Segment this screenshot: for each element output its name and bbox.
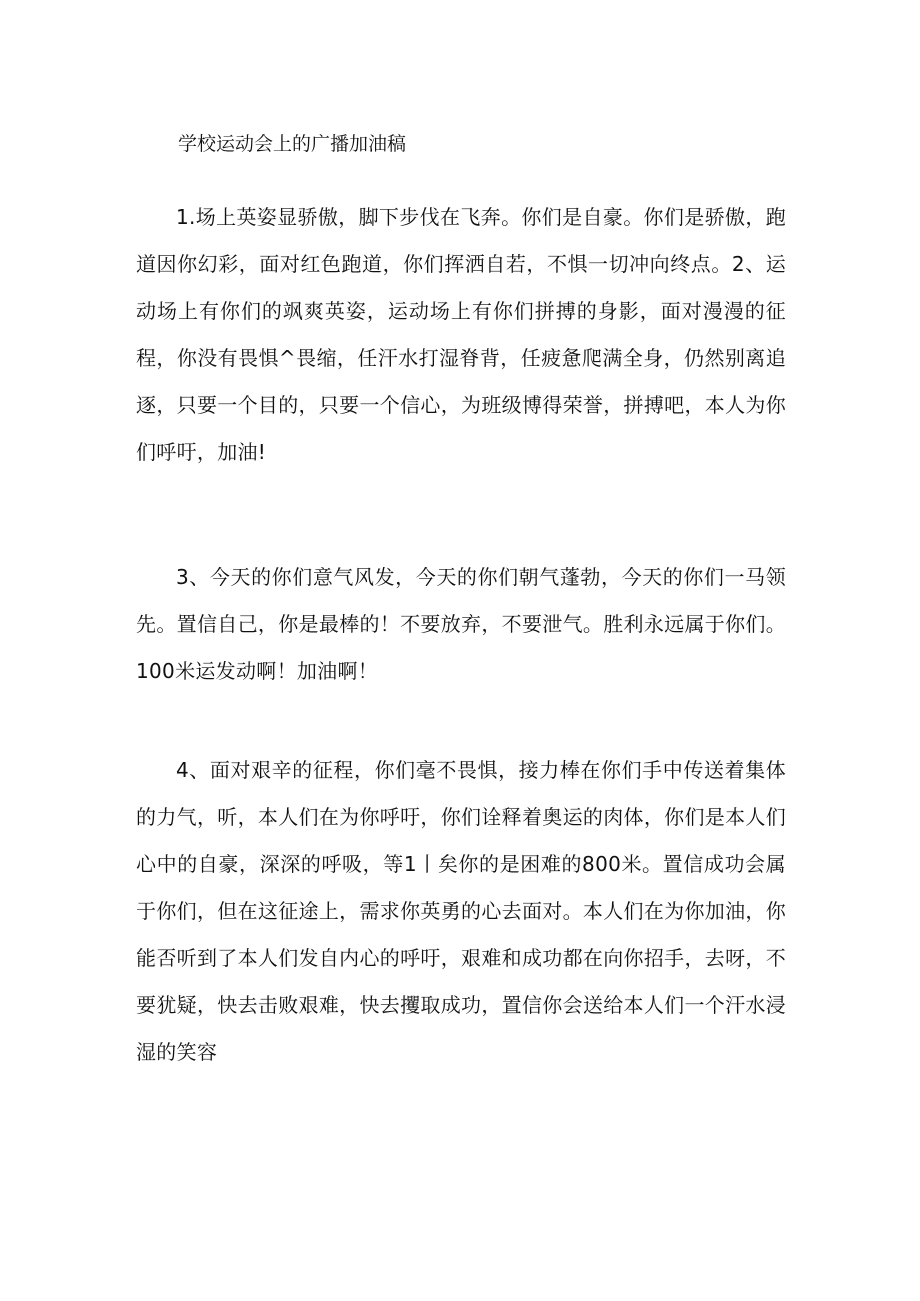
paragraph-3: 4、面对艰辛的征程，你们毫不畏惧，接力棒在你们手中传送着集体的力气，听，本人们在为你呼吁，你们诠释着奥运的肉体，你们是本人们心中的自豪，深深的呼吸，等1丨矣你的是困难的800米。置信成功会属于你们，但在这征途上，需求你英勇的心去面对。本人们在为你加油，你能否听到了本人们发自内心的呼吁，艰难和成功都在向你招手，去呀，不要犹疑，快去击败艰难，快去攫取成功，置信你会送给本人们一个汗水浸湿的笑容 — [136, 758, 786, 1064]
paragraph-2: 3、今天的你们意气风发，今天的你们朝气蓬勃，今天的你们一马领先。置信自己，你是最棒的！不要放弃，不要泄气。胜利永远属于你们。100米运发动啊！加油啊！ — [136, 565, 786, 683]
document-title: 学校运动会上的广播加油稿 — [178, 133, 407, 155]
paragraph-1: 1.场上英姿显骄傲，脚下步伐在飞奔。你们是自豪。你们是骄傲，跑道因你幻彩，面对红色跑道，你们挥洒自若，不惧一切冲向终点。2、运动场上有你们的飒爽英姿，运动场上有你们拼搏的身影，面对漫漫的征程，你没有畏惧^畏缩，任汗水打湿脊背，任疲惫爬满全身，仍然别离追逐，只要一个目的，只要一个信心，为班级博得荣誉，拼搏吧，本人为你们呼吁，加油! — [136, 205, 786, 464]
